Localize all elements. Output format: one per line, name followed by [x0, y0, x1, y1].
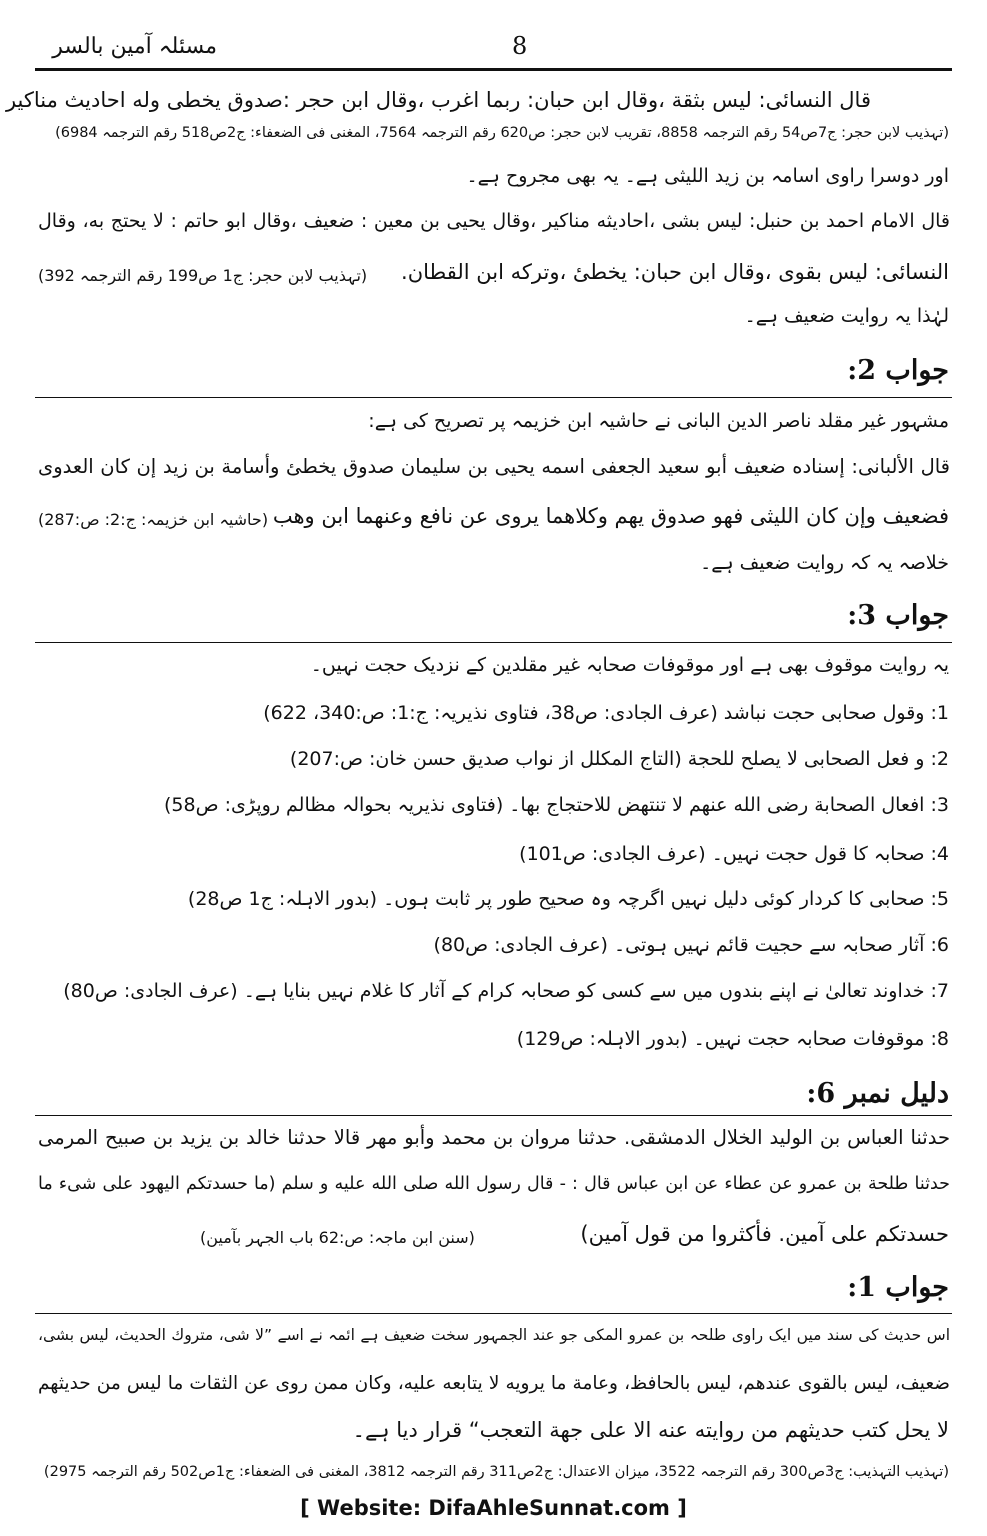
list-item: 2: و فعل الصحابی لا یصلح للحجة (التاج المکلل از نواب صدیق حسن خان: ص:207)	[289, 748, 949, 770]
citation-line-14: (سنن ابن ماجہ: ص:62 باب الجہر بآمین)	[200, 1228, 475, 1247]
text-line-14: حسدتکم علی آمین. فأکثروا من قول آمین)	[580, 1222, 949, 1246]
text-line-5: النسائی: لیس بقوی ،وقال ابن حبان: یخطیٔ ،وترکه ابن القطان.	[401, 260, 949, 284]
text-line-17: لا یحل کتب حدیثهم من روایته عنه الا علی جهة التعجب“ قرار دیا ہے۔	[352, 1418, 949, 1442]
citation-line-1: (تہذیب لابن حجر: ج7ص54 رقم الترجمہ 8858، تقریب لابن حجر: ص620 رقم الترجمہ 7564، المغنی فی الضعفاء: ج2ص518 رقم الترجمہ 6984)	[55, 125, 949, 141]
text-line-11: یہ روایت موقوف بھی ہے اور موقوفات صحابہ غیر مقلدین کے نزدیک حجت نہیں۔	[310, 654, 949, 676]
heading-rule-jawab-1	[35, 1313, 952, 1314]
list-item: 4: صحابہ کا قول حجت نہیں۔ (عرف الجادی: ص101)	[519, 843, 949, 865]
heading-jawab-3: جواب 3:	[847, 600, 949, 631]
citation-line-5: (تہذیب لابن حجر: ج1 ص199 رقم الترجمہ 392)	[38, 266, 368, 285]
text-line-15: اس حدیث کی سند میں ایک راوی طلحہ بن عمرو المکی جو عند الجمہور سخت ضعیف ہے ائمہ نے اسے ”لا شی، متروك الحدیث، لیس بشی،	[38, 1326, 950, 1344]
list-item: 1: وقول صحابی حجت نباشد (عرف الجادی: ص38، فتاوی نذیریہ: ج:1: ص:340، 622)	[263, 702, 949, 724]
text-line-3: اور دوسرا راوی اسامہ بن زید اللیثی ہے۔ یہ بھی مجروح ہے۔	[466, 165, 949, 187]
text-line-4: قال الامام احمد بن حنبل: لیس بشی ،احادیثه مناکیر ،وقال یحیی بن معین : ضعیف ،وقال ابو حاتم : لا یحتج به، وقال	[38, 210, 950, 232]
page-header-title: مسئلہ آمین بالسر	[52, 34, 217, 59]
footer-website: [ Website: DifaAhleSunnat.com ]	[300, 1496, 687, 1520]
text-line-7: مشہور غیر مقلد ناصر الدین البانی نے حاشیہ ابن خزیمہ پر تصریح کی ہے:	[368, 410, 949, 432]
heading-dalil-6: دلیل نمبر 6:	[806, 1078, 949, 1109]
text-line-16: ضعیف، لیس بالقوی عندهم، لیس بالحافظ، وعامة ما یرویه لا یتابعه علیه، وكان ممن روی عن الثقات ما لیس من حدیثهم	[38, 1373, 950, 1394]
citation-line-9: (حاشیہ ابن خزیمہ: ج:2: ص:287)	[38, 510, 269, 529]
list-item: 5: صحابی کا کردار کوئی دلیل نہیں اگرچہ وہ صحیح طور پر ثابت ہوں۔ (بدور الاہلہ: ج1 ص28)	[187, 888, 949, 910]
list-item: 3: افعال الصحابة رضی الله عنهم لا تنتهض للاحتجاج بها۔ (فتاوی نذیریہ بحوالہ مظالم روپڑی: ص58)	[163, 794, 949, 816]
heading-rule-dalil-6	[35, 1115, 952, 1116]
list-item: 8: موقوفات صحابہ حجت نہیں۔ (بدور الاہلہ: ص129)	[516, 1028, 949, 1050]
page-number: 8	[512, 32, 528, 60]
heading-rule-jawab-2	[35, 397, 952, 398]
text-line-6: لہٰذا یہ روایت ضعیف ہے۔	[744, 305, 949, 327]
text-line-1: قال النسائی: لیس بثقة ،وقال ابن حبان: ربما اغرب ،وقال ابن حجر :صدوق یخطی وله احادیث مناکیر	[5, 88, 871, 112]
heading-rule-jawab-3	[35, 642, 952, 643]
heading-jawab-2: جواب 2:	[847, 355, 949, 386]
header-rule	[35, 68, 952, 71]
heading-jawab-1: جواب 1:	[847, 1272, 949, 1303]
text-line-13: حدثنا طلحة بن عمرو عن عطاء عن ابن عباس قال : - قال رسول الله صلی الله علیه و سلم (ما حسدتکم الیهود علی شیء ما	[38, 1174, 950, 1194]
list-item: 6: آثار صحابہ سے حجیت قائم نہیں ہوتی۔ (عرف الجادی: ص80)	[433, 934, 949, 956]
text-line-10: خلاصہ یہ کہ روایت ضعیف ہے۔	[700, 552, 949, 574]
citation-line-18: (تہذیب التہذیب: ج3ص300 رقم الترجمہ 3522، میزان الاعتدال: ج2ص311 رقم الترجمہ 3812، المغنی فی الضعفاء: ج1ص502 رقم الترجمہ 2975)	[43, 1464, 949, 1480]
text-line-8: قال الألبانی: إسناده ضعیف أبو سعید الجعفی اسمه یحیی بن سلیمان صدوق یخطئ وأسامة بن زید إن كان العدوی	[38, 455, 950, 478]
list-item: 7: خداوند تعالیٰ نے اپنے بندوں میں سے کسی کو صحابہ کرام کے آثار کا غلام نہیں بنایا ہے۔ (عرف الجادی: ص80)	[63, 980, 949, 1002]
text-line-12: حدثنا العباس بن الولید الخلال الدمشقی. حدثنا مروان بن محمد وأبو مهر قالا حدثنا خالد بن یزید بن صبیح المرمی	[38, 1126, 950, 1149]
text-line-9: فضعیف وإن كان اللیثی فهو صدوق یهم وكلاهما یروی عن نافع وعنهما ابن وهب	[272, 504, 949, 528]
